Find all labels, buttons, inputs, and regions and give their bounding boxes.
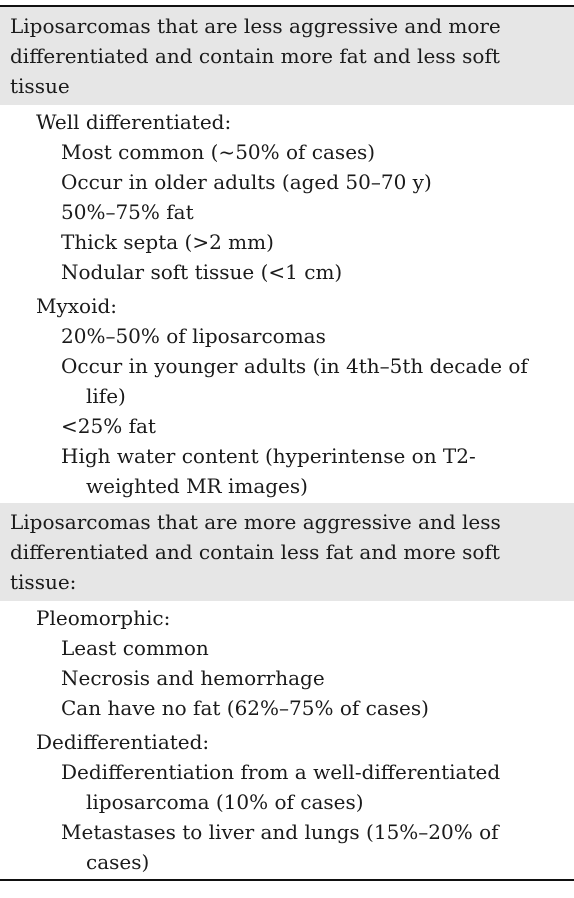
group-heading: Pleomorphic:	[36, 606, 171, 630]
list-item: Dedifferentiation from a well-differentiated liposarcoma (10% of cases)	[61, 760, 501, 814]
list-item: 20%–50% of liposarcomas	[61, 324, 326, 348]
list-item: High water content (hyperintense on T2-weighted MR images)	[61, 444, 476, 498]
group-heading: Dedifferentiated:	[36, 730, 210, 754]
list-item: 50%–75% fat	[61, 200, 194, 224]
list-item: Thick septa (>2 mm)	[61, 230, 274, 254]
list-item: Necrosis and hemorrhage	[61, 666, 325, 690]
list-item: <25% fat	[61, 414, 156, 438]
group-heading: Well differentiated:	[36, 110, 232, 134]
list-item: Metastases to liver and lungs (15%–20% of cases)	[61, 820, 499, 874]
list-item: Can have no fat (62%–75% of cases)	[61, 696, 429, 720]
group-heading: Myxoid:	[36, 294, 118, 318]
list-item: Most common (~50% of cases)	[61, 140, 376, 164]
group-dedifferentiated	[0, 725, 574, 879]
group-well-differentiated	[0, 105, 574, 289]
list-item: Least common	[61, 636, 209, 660]
list-item: Nodular soft tissue (<1 cm)	[61, 260, 343, 284]
list-item: Occur in younger adults (in 4th–5th decade of life)	[61, 354, 528, 408]
section-header-more-aggressive: Liposarcomas that are more aggressive and less differentiated and contain less fat and more soft tissue:	[0, 503, 574, 601]
section-header-less-aggressive: Liposarcomas that are less aggressive and more differentiated and contain more fat and less soft tissue	[0, 7, 574, 105]
list-item: Occur in older adults (aged 50–70 y)	[61, 170, 432, 194]
group-myxoid	[0, 289, 574, 503]
group-pleomorphic	[0, 601, 574, 725]
liposarcoma-table	[0, 5, 574, 881]
